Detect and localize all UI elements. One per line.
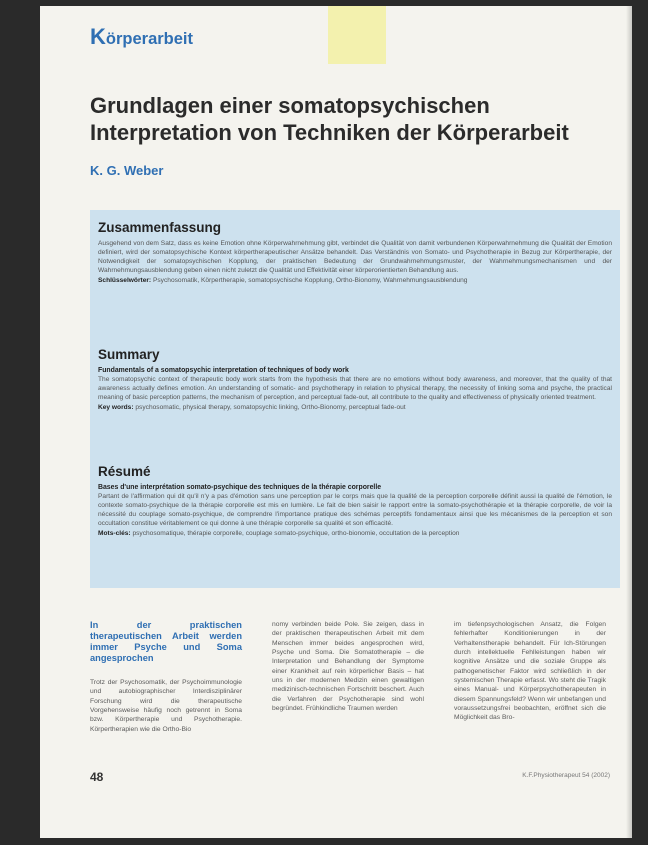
abstract-box: [90, 210, 620, 588]
section-label-initial: K: [90, 24, 106, 49]
keywords-label: Key words:: [98, 404, 134, 412]
abstract-english-subtitle: Fundamentals of a somatopsychic interpretation of techniques of body work: [98, 367, 349, 374]
body-column-2: [272, 620, 424, 713]
body-paragraph: Trotz der Psychosomatik, der Psychoimmunologie und autobiographischer Interdisziplinärer Forschung wird die therapeutische Vorgehensweise häufig noch getrennt in Soma bzw. Körpertherapie und Psychotherapie. Körpertherapien wie die Ortho-Bio: [90, 679, 242, 733]
sticky-note: [328, 6, 386, 64]
abstract-french: [98, 464, 612, 538]
page-number: 48: [90, 770, 104, 784]
article-title: Grundlagen einer somatopsychischen Interpretation von Techniken der Körperarbeit: [90, 93, 569, 145]
abstract-french-text: Partant de l'affirmation qui dit qu'il n'y a pas d'émotion sans une perception par le corps mais que la qualité de la perception corporelle définit aussi la qualité de l'émotion, le contexte somato-psychique de la thérapie corporelle est mis en lumière. Le fait de bien saisir le rapport entre la somato-psychothérapie et la thérapie corporelle, de voir la nécessité du couplage somato-psychique, de comprendre l'importance pratique des schémas perceptifs fondamentaux ainsi que les mécanismes de la perception et son occultation constitue véritablement ce qui donne à une thérapie corporelle sa qualité et son efficacité.: [98, 493, 612, 528]
abstract-german-heading: Zusammenfassung: [98, 220, 222, 235]
abstract-german-text: Ausgehend von dem Satz, dass es keine Emotion ohne Körperwahrnehmung gibt, verbindet die Qualität von damit verbundenen Körperwahrnehmung die Qualität der Emotion definiert, wird der somatopsychische Kontext körpertherapeutischer Ansätze behandelt. Das Verständnis von Somato- und Psychotherapie in Bezug zur Körpertherapie, der Notwendigkeit der somatopsychischen Kopplung, der praktischen Bedeutung der Grundwahrnehmungsmuster, der Wahrnehmungsmechanismen und der Wahrnehmungsausblendung geben einen nicht zuletzt die Qualität und Effektivität einer körperorientierten Behandlung aus.: [98, 240, 612, 275]
body-subheading: In der praktischen therapeutischen Arbeit werden immer Psyche und Soma angesprochen: [90, 620, 242, 663]
abstract-english-keywords: [98, 403, 612, 412]
body-paragraph: im tiefenpsychologischen Ansatz, die Folgen fehlerhafter Konditionierungen in der Verhaltenstherapie behandelt. Für Ich-Störungen durch intellektuelle Fehlleistungen haben wir kognitive Ansätze und die soziale Gruppe als pathogenetischer Faktor wird schließlich in der systemischen Therapie erfasst. Wo steht die Tragik eines Manual- und Körperpsychotherapeuten in diesem Spannungsfeld? Wenn wir unbefangen und voraussetzungsfrei beobachten, eröffnet sich die Möglichkeit das Bro-: [454, 621, 606, 722]
body-column-1: [90, 620, 242, 734]
article-author: K. G. Weber: [90, 163, 164, 178]
keywords-value: psychosomatic, physical therapy, somatopsychic linking, Ortho-Bionomy, perceptual fade-out: [135, 404, 406, 412]
abstract-french-keywords: [98, 529, 612, 538]
abstract-english: [98, 347, 612, 412]
body-paragraph: nomy verbinden beide Pole. Sie zeigen, dass in der praktischen therapeutischen Arbeit mit dem Menschen immer beides angesprochen wird, Psyche und Soma. Die Somatotherapie – die Interpretation und Behandlung der Symptome einer Krankheit auf rein körperlicher Basis – hat uns in der modernen Medizin einen gewaltigen medizinisch-technischen Fortschritt beschert. Auch die Verfahren der Psychotherapie sind wohl begründet. Frühkindliche Traumen werden: [272, 621, 424, 713]
abstract-french-heading: Résumé: [98, 464, 151, 479]
abstract-english-heading: Summary: [98, 347, 160, 362]
body-column-3: [454, 620, 606, 723]
section-label-rest: örperarbeit: [105, 30, 193, 48]
document-page: [40, 6, 632, 838]
abstract-french-subtitle: Bases d'une interprétation somato-psychique des techniques de la thérapie corporelle: [98, 484, 382, 491]
abstract-english-text: The somatopsychic context of therapeutic body work starts from the hypothesis that there are no emotions without body awareness, and moreover, that the quality of that awareness actually defines emotion. An understanding of somatic- and psychotherapy in relation to physical therapy, the necessity of linking soma and psyche, the practical meaning of basic perception patterns, the mechanism of perception, and perceptual fade-out, all contribute to the quality and effectiveness of physically oriented treatment.: [98, 376, 612, 402]
abstract-german-keywords: [98, 276, 612, 285]
section-label: [90, 24, 193, 50]
abstract-german: [98, 220, 612, 285]
keywords-label: Schlüsselwörter:: [98, 277, 152, 285]
journal-citation: K.F.Physiotherapeut 54 (2002): [522, 772, 610, 779]
keywords-value: psychosomatique, thérapie corporelle, couplage somato-psychique, ortho-bionomie, occultation de la perception: [132, 530, 460, 538]
keywords-label: Mots-clés:: [98, 530, 131, 538]
keywords-value: Psychosomatik, Körpertherapie, somatopsychische Kopplung, Ortho-Bionomy, Wahrnehmungsausblendung: [152, 277, 468, 285]
